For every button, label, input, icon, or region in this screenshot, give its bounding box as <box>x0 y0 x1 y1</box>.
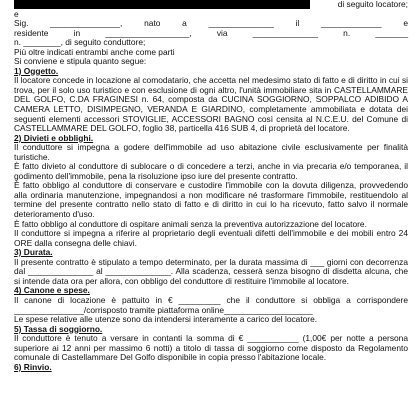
locatore-label: di seguito locatore; <box>337 0 408 9</box>
paragraph-oggetto: Il locatore concede in locazione al comodatario, che accetta nel medesimo stato di fatto e di diritto in cui si trova, per il solo uso turistico e con esclusione di ogni altro, l'unità immobiliare sita in CASTELLAMMARE DEL GOLFO, C.DA FRAGINESI n. 64, composta da CUCINA SOGGIORNO, SOPPALCO ADIBIDO A CAMERA LETTO, DISIMPEGNO, VERANDA E GIARDINO, completamente ammobiliata e dotata dei seguenti elementi accessori STOVIGLIE, ACCESSORI BAGNO così censita al N.C.E.U. del Comune di CASTELLAMMARE DEL GOLFO, foglio 38, particella 416 SUB 4, di proprietà del locatore. <box>14 75 408 134</box>
paragraph-canone: Il canone di locazione è pattuito in € _________ che il conduttore si obbliga a corrispondere _______________/corrisposto tramite piattaforma online___________________ <box>14 294 408 315</box>
conduttore-residence-line: residente in __________________, via ______________ n. _______ <box>14 27 408 38</box>
agreement-line: Si conviene e stipula quanto segue: <box>14 56 147 67</box>
redacted-name <box>14 0 310 9</box>
paragraph-durata: Il presente contratto è stipulato a tempo determinato, per la durata massima di ___ giorni con decorrenza dal ______________ al ______________. Alla scadenza, cesserà senza bisogno di disdetta alcuna, che si intende data ora per allora, con obbligo del conduttore di restituire l'immobile al locatore. <box>14 256 408 286</box>
conduttore-name-line: Sig. _______________, nato a ______________ il _____________ e <box>14 18 408 29</box>
locatore-line <box>14 0 408 10</box>
section-heading-rinvio: 6) Rinvio. <box>14 361 52 372</box>
paragraph-divieti-animali: È fatto obbligo al conduttore di ospitare animali senza la preventiva autorizzazione del locatore. <box>14 218 367 229</box>
paragraph-tassa: Il conduttore è tenuto a versare in contanti la somma di € ___________ (1,00€ per notte a persona superiore ai 12 anni per massimo 6 notti) a titolo di tassa di soggiorno come disposto da Regolamento comunale di Castellammare Del Golfo disponibile in copia presso l'abitazione locale. <box>14 333 408 363</box>
paragraph-divieti-uso: Il conduttore si impegna a godere dell'immobile ad uso abitazione civile esclusivamente per finalità turistiche. <box>14 142 408 162</box>
paragraph-spese: Le spese relative alle utenze sono da intendersi interamente a carico del locatore. <box>14 314 318 325</box>
conduttore-doc-line: n. ________, di seguito conduttore; <box>14 37 146 48</box>
section-heading-canone: 4) Canone e spese. <box>14 285 90 296</box>
parties-line: Più oltre indicati entrambi anche come parti <box>14 46 175 57</box>
section-heading-durata: 3) Durata. <box>14 247 53 258</box>
paragraph-divieti-manutenzione: È fatto obbligo al conduttore di conservare e custodire l'immobile con la dovuta diligenza, provvedendo alla ordinaria manutenzione, impegnandosi a non modificare né trasformare l'immobile, restituendolo al termine del presente contratto nello stato di fatto e di diritto in cui lo ha ricevuto, fatto salvo il normale deterioramento d'uso. <box>14 180 408 220</box>
conjunction-line: e <box>14 8 19 19</box>
section-heading-oggetto: 1) Oggetto. <box>14 65 59 76</box>
section-heading-divieti: 2) Divieti e obblighi. <box>14 132 94 143</box>
section-heading-tassa: 5) Tassa di soggiorno. <box>14 323 103 334</box>
paragraph-divieti-difetti: Il conduttore si impegna a riferire al proprietario degli eventuali difetti dell'immobile e dei mobili entro 24 ORE dalla consegna delle chiavi. <box>14 228 408 248</box>
paragraph-divieti-sublocazione: È fatto divieto al conduttore di sublocare o di concedere a terzi, anche in via precaria e/o temporanea, il godimento dell'immobile, pena la risoluzione ipso iure del presente contratto. <box>14 161 408 181</box>
